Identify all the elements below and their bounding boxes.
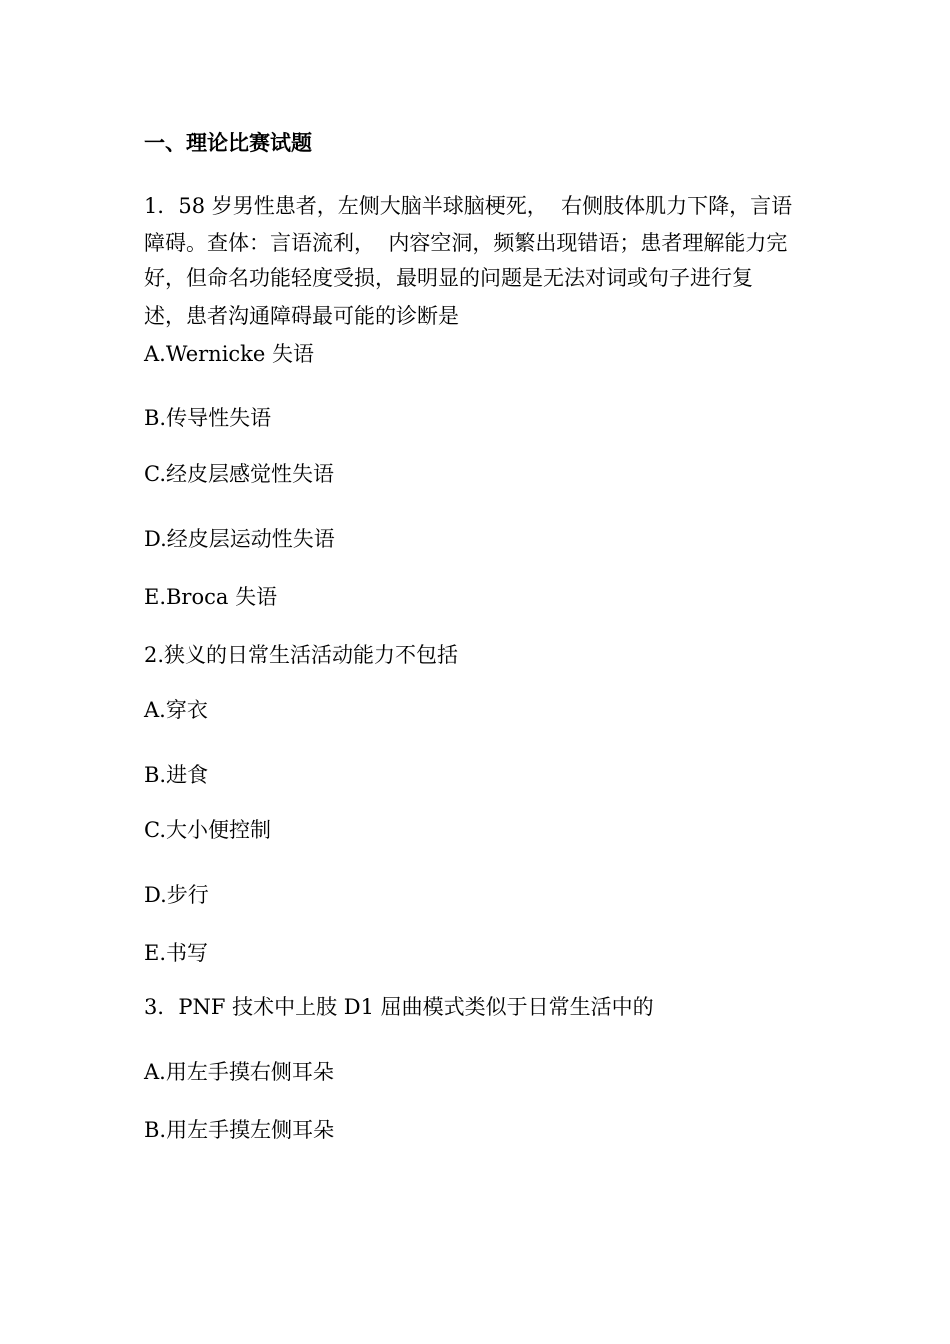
option-a: A.用左手摸右侧耳朵: [144, 1060, 334, 1084]
option-b: B.用左手摸左侧耳朵: [144, 1118, 335, 1142]
option-e: E.Broca 失语: [144, 585, 278, 609]
option-b: B.传导性失语: [144, 406, 272, 430]
option-d: D.经皮层运动性失语: [144, 527, 335, 551]
question-stem-line: 1．58 岁男性患者，左侧大脑半球脑梗死， 右侧肢体肌力下降，言语: [144, 194, 793, 218]
option-a: A.穿衣: [144, 698, 208, 722]
option-b: B.进食: [144, 763, 209, 787]
question-stem-line: 述，患者沟通障碍最可能的诊断是: [144, 304, 459, 328]
question-stem-line: 好，但命名功能轻度受损，最明显的问题是无法对词或句子进行复: [144, 266, 753, 290]
option-a: A.Wernicke 失语: [144, 342, 315, 366]
option-d: D.步行: [144, 883, 209, 907]
section-title: 一、理论比赛试题: [144, 130, 312, 155]
option-c: C.经皮层感觉性失语: [144, 462, 334, 486]
question-stem-line: 2.狭义的日常生活活动能力不包括: [144, 643, 459, 667]
option-e: E.书写: [144, 941, 209, 965]
option-c: C.大小便控制: [144, 818, 271, 842]
question-stem-line: 障碍。查体：言语流利， 内容空洞，频繁出现错语；患者理解能力完: [144, 231, 788, 255]
question-stem-line: 3．PNF 技术中上肢 D1 屈曲模式类似于日常生活中的: [144, 995, 654, 1019]
